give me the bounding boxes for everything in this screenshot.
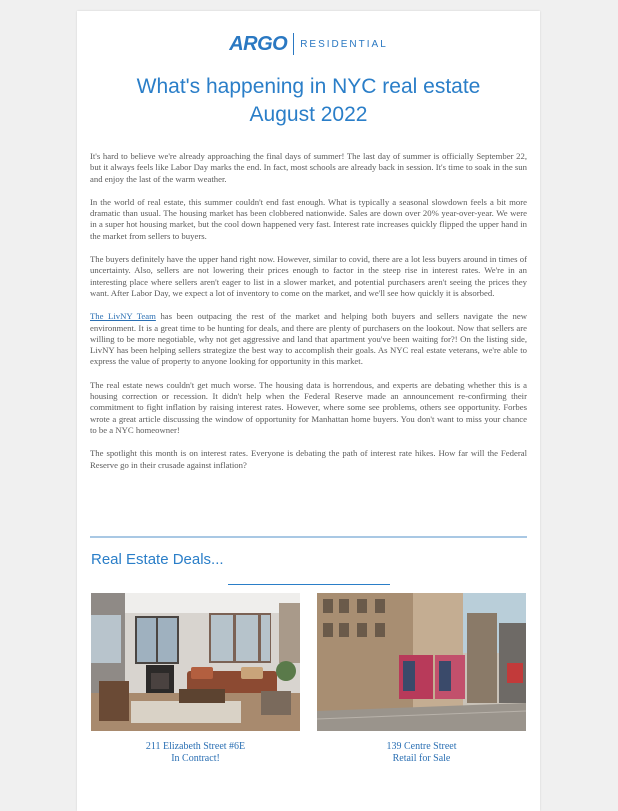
paragraph-2: In the world of real estate, this summer couldn't end fast enough. What is typically a seasonal slowdown feels a bit more dramatic than usual. The housing market has been clobbered nationwide. Sales are down over 20% year-over-year. We were in a super hot housing market, but the cool down happened very fast. Interest rate increases quickly flipped the upper hand in the market from sellers to buyers. [90, 196, 527, 241]
livny-team-link[interactable]: The LivNY Team [90, 311, 156, 322]
listing-photo-living-room[interactable] [91, 593, 300, 731]
listing-status: In Contract! [171, 753, 220, 764]
listing-address[interactable]: 139 Centre Street [386, 741, 457, 752]
section-divider [90, 536, 527, 538]
title-line-2: August 2022 [249, 103, 368, 126]
page-title [77, 73, 540, 129]
paragraph-5: The real estate news couldn't get much worse. The housing data is horrendous, and experts are debating whether this is a housing correction or recession. It didn't help when the Federal Reserve made an announcement re-confirming their commitment to fight inflation by raising interest rates. However, where some see problems, others see opportunity. Forbes wrote a great article discussing the window of opportunity for Manhattan home buyers. You don't want to miss your chance to be a NYC homeowner! [90, 379, 527, 435]
listing-card[interactable] [91, 593, 300, 765]
team-paragraph-text: has been outpacing the rest of the market and helping both buyers and sellers navigate the new environment. It is a great time to be hunting for deals, and there are plenty of purchasers on the lookout. Now that sellers are willing to be more negotiable, why not get aggressive and land that apartment you've been waiting for?! On the listing side, LivNY has been helping sellers strategize the best way to accomplish their goals. As NYC real estate veterans, we're able to express the value of property to anyone looking for opportunity in this market. [90, 311, 527, 367]
listing-status: Retail for Sale [392, 753, 451, 764]
logo-separator [293, 33, 294, 55]
listing-caption[interactable] [317, 741, 526, 765]
logo-subtitle: RESIDENTIAL [300, 38, 388, 50]
brand-logo[interactable] [77, 33, 540, 55]
paragraph-1: It's hard to believe we're already approaching the final days of summer! The last day of summer is officially September 22, but it always feels like Labor Day marks the end. In fact, most schools are already back in session. It's time to soak in the sun and enjoy the last of the warm weather. [90, 151, 527, 184]
listing-card[interactable] [317, 593, 526, 765]
paragraph-3: The buyers definitely have the upper hand right now. However, similar to covid, there are a lot less buyers around in times of uncertainty. Also, sellers are not lowering their prices enough to factor in the steep rise in interest rates. We're in an interesting place where sellers aren't eager to list in a slower market, and potential purchasers aren't seeing the prices they want. After Labor Day, we expect a lot of inventory to come on the market, and we'll see how quickly it is absorbed. [90, 254, 527, 298]
paragraph-6: The spotlight this month is on interest rates. Everyone is debating the path of interest rate hikes. How far will the Federal Reserve go in their crusade against inflation? [90, 448, 527, 470]
listing-caption[interactable] [91, 741, 300, 765]
paragraph-team [90, 311, 527, 367]
newsletter-card [77, 11, 540, 811]
article-body [90, 151, 527, 483]
deals-heading: Real Estate Deals... [91, 551, 224, 568]
listing-photo-street[interactable] [317, 593, 526, 731]
listing-address[interactable]: 211 Elizabeth Street #6E [145, 741, 246, 752]
deals-divider [228, 584, 390, 585]
logo-mark: ARGO [229, 32, 288, 55]
title-line-1: What's happening in NYC real estate [136, 75, 481, 98]
